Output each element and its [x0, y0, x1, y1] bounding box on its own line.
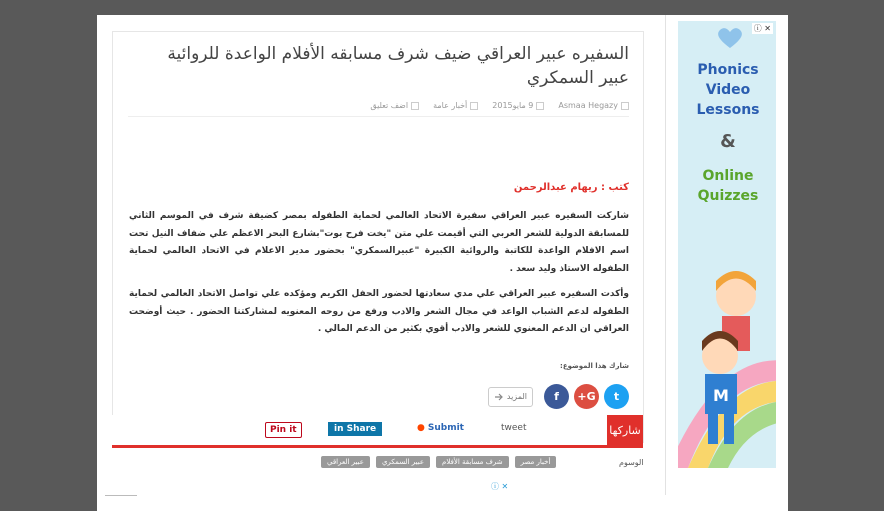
linkedin-share-button[interactable]: in Share	[328, 422, 382, 436]
meta-date-label: 9 مايو2015	[492, 101, 534, 110]
comment-icon	[411, 102, 419, 110]
meta-author-label: Asmaa Hegazy	[558, 101, 618, 110]
reddit-icon: ●	[417, 423, 425, 433]
reddit-submit-label: Submit	[427, 423, 464, 433]
ad-line-video: Video	[705, 82, 751, 98]
article-paragraph-2: وأكدت السفيره عبير العراقي علي مدي سعادتها لحضور الحفل الكريم ومؤكده علي تواصل الاتحاد العالمي لحماية الطفوله لدعم الشباب الواعد في مجال الشعر والادب ورفع من روحه المعنويه لمشاركتنا الحضور . حيث أوضحت العراقي ان الدعم المعنوي للشعر والادب أقوي بكثير من الدعم المالي .	[129, 289, 629, 334]
facebook-share-button[interactable]	[544, 384, 569, 409]
page-canvas	[97, 15, 788, 495]
kids-illustration	[678, 241, 776, 468]
google-plus-icon: G+	[577, 390, 596, 403]
tag-item[interactable]: أخبار مصر	[515, 456, 557, 468]
more-share-button[interactable]	[488, 387, 533, 407]
meta-author[interactable]	[558, 101, 629, 110]
ad-close-button[interactable]: ⓘ ✕	[753, 24, 771, 33]
ad-ampersand: &	[720, 131, 736, 152]
meta-comment-label: اضف تعليق	[370, 101, 409, 110]
meta-category-label: أخبار عامة	[433, 101, 468, 110]
tags-list	[321, 456, 556, 468]
ad-line-lessons: Lessons	[696, 102, 760, 118]
share-bar	[112, 415, 643, 448]
share-label: شارك هذا الموضوع:	[560, 362, 629, 370]
meta-divider	[128, 116, 629, 117]
side-advertisement[interactable]	[678, 21, 776, 468]
more-label: المزيد	[506, 392, 527, 401]
article-meta	[370, 101, 629, 110]
page-bottom-strip	[97, 495, 788, 511]
bottom-ad-close-button[interactable]: ⓘ ✕	[491, 482, 509, 491]
article-byline: كتب : ريهام عبدالرحمن	[513, 182, 629, 193]
article-paragraph-1: شاركت السفيره عبير العراقي سفيرة الاتحاد العالمي لحماية الطفوله بمصر كضيفة شرف في الموسم الثاني للمسابقة الدولية للشعر العربي التي أقيمت علي متن "يخت فرح بوت"بشارع البحر الاعظم علي ضفاف النيل تحت اسم الافلام الواعدة للكاتبة والروائية الكبيرة "عبيرالسمكري" بحضور مدير الاعلام في الاتحاد العالمي لحماية الطفوله الاستاذ وليد سعد .	[129, 211, 629, 274]
column-divider	[665, 15, 666, 495]
tag-item[interactable]: عبير العراقي	[321, 456, 370, 468]
meta-category[interactable]	[433, 101, 478, 110]
tags-label: الوسوم	[619, 458, 644, 467]
tweet-link[interactable]: tweet	[501, 423, 527, 433]
twitter-share-button[interactable]	[604, 384, 629, 409]
ad-line-phonics: Phonics	[697, 62, 759, 78]
ad-line-quizzes: Quizzes	[697, 188, 759, 204]
user-icon	[621, 102, 629, 110]
google-plus-share-button[interactable]	[574, 384, 599, 409]
share-icon	[494, 393, 504, 401]
meta-date	[492, 101, 544, 110]
calendar-icon	[536, 102, 544, 110]
twitter-icon: t	[613, 390, 620, 403]
heart-icon	[716, 27, 744, 49]
ad-line-online: Online	[702, 168, 754, 184]
tag-item[interactable]: عبير السمكري	[376, 456, 430, 468]
reddit-submit-button[interactable]	[417, 423, 464, 433]
article-card	[112, 31, 644, 443]
social-share-buttons	[488, 384, 629, 409]
pinterest-pin-button[interactable]: Pin it	[265, 422, 302, 438]
share-bar-title: شاركها	[607, 415, 643, 445]
svg-text:M: M	[713, 386, 729, 405]
tag-item[interactable]: شرف مسابقة الأفلام	[436, 456, 509, 468]
article-title: السفيره عبير العراقي ضيف شرف مسابقه الأفلام الواعدة للروائية عبير السمكري	[167, 44, 629, 88]
folder-icon	[470, 102, 478, 110]
meta-comment[interactable]	[370, 101, 419, 110]
facebook-icon: f	[554, 390, 559, 403]
bottom-divider	[105, 495, 137, 496]
